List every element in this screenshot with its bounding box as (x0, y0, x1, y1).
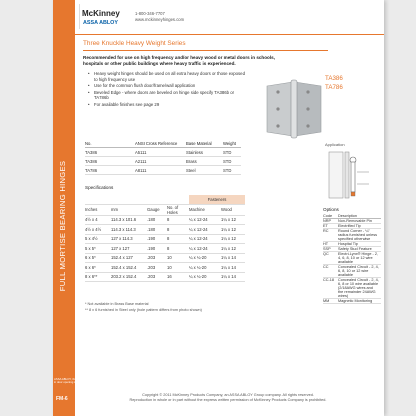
table-cell: ¼ x 12-24 (189, 225, 221, 235)
table-cell: 8 (167, 244, 189, 254)
option-description: Non-Removable Pin (338, 219, 381, 224)
option-code: QC (323, 252, 338, 265)
table-cell: .190 (147, 234, 167, 244)
table-row (85, 215, 245, 225)
table-cell: 1¼ x 12 (221, 215, 245, 225)
table-cell: .203 (147, 263, 167, 273)
table-cell: TA386 (85, 157, 135, 166)
option-code: NRP (323, 219, 338, 224)
option-code: SSP (323, 247, 338, 252)
column-header: mm (111, 204, 147, 215)
option-code: RC (323, 229, 338, 242)
option-code: HT (323, 242, 338, 247)
page-number: FM-6 (56, 396, 68, 402)
table-cell: 6 x 6* (85, 263, 111, 273)
table-cell: 10 (167, 253, 189, 263)
table-row (85, 244, 245, 254)
table-cell: Stainless (186, 148, 223, 157)
table-cell: 6 x 5* (85, 253, 111, 263)
table-cell: STD (223, 148, 241, 157)
option-code: MM (323, 299, 338, 304)
copyright (73, 393, 383, 403)
table-cell: 1¼ x 14 (221, 263, 245, 273)
column-header: Machine (189, 204, 221, 215)
table-cell: .203 (147, 253, 167, 263)
table-cell: ¼ x ¼-20 (189, 272, 221, 282)
feature-item: • For available finishes see page 29 (88, 102, 248, 108)
column-header: Gauge (147, 204, 167, 215)
application-label: Application (325, 142, 345, 147)
column-header: Weight (223, 139, 241, 148)
column-header: No. of Holes (167, 204, 189, 215)
table-row (85, 263, 245, 273)
feature-list (88, 71, 248, 109)
model-numbers (325, 74, 343, 92)
sidebar (53, 0, 75, 416)
option-description: Concealed Circuit - 2, 4, 6, 8, 10 or 12 wire available (338, 265, 381, 278)
fasteners-header: Fasteners (189, 195, 245, 204)
option-description: Concealed Circuit - 2, 4, 6, 8 or 10 wire available (2/18AWG wires and the remainder 24AWG wires) (338, 278, 381, 299)
table-cell: A5111 (135, 148, 186, 157)
table-cell: 203.2 x 152.4 (111, 272, 147, 282)
column-header: Wood (221, 204, 245, 215)
header-divider (75, 34, 384, 35)
table-cell: A2111 (135, 157, 186, 166)
table-cell: 4½ x 4½ (85, 225, 111, 235)
table-cell: A8111 (135, 166, 186, 175)
option-description: Safety Stud Feature (338, 247, 381, 252)
table-cell: 127 x 127 (111, 244, 147, 254)
table-row (85, 272, 245, 282)
table-row (323, 278, 381, 299)
option-code: ET (323, 224, 338, 229)
table-row (323, 299, 381, 304)
column-header: Base Material (186, 139, 223, 148)
table-cell: Steel (186, 166, 223, 175)
table-cell: ¼ x 12-24 (189, 215, 221, 225)
column-header: Code (323, 214, 338, 219)
specifications-table (85, 195, 245, 282)
table-cell: 5 x 5* (85, 244, 111, 254)
column-header: Inches (85, 204, 111, 215)
options-title: Options (323, 207, 339, 212)
table-cell: .180 (147, 215, 167, 225)
table-row (85, 166, 241, 175)
specifications-title: Specifications (85, 185, 114, 190)
sidebar-title: FULL MORTISE BEARING HINGES (58, 160, 67, 292)
table-row (323, 252, 381, 265)
model-number: TA386 (325, 75, 343, 82)
table-cell: ¼ x 12-24 (189, 234, 221, 244)
table-row (85, 253, 245, 263)
table-cell: 1¼ x 12 (221, 244, 245, 254)
column-header: No. (85, 139, 135, 148)
option-description: Hospital Tip (338, 242, 381, 247)
website: www.mckinneyhinges.com (135, 17, 185, 22)
table-cell: .190 (147, 244, 167, 254)
series-title: Three Knuckle Heavy Weight Series (83, 40, 186, 47)
model-number: TA786 (325, 84, 343, 91)
table-cell: STD (223, 166, 241, 175)
copyright-line: Copyright © 2011 McKinney Products Company, an ASSA ABLOY Group company. All rights reserved. (142, 393, 314, 397)
feature-item: • Use for the common flush door/frame/wall application (88, 83, 248, 89)
table-cell: TA386 (85, 148, 135, 157)
table-cell: 1¼ x 12 (221, 225, 245, 235)
table-row (323, 229, 381, 242)
table-cell: 8 (167, 225, 189, 235)
footnote: * Not available in Brass Base material (85, 302, 149, 306)
feature-item: • Beveled Edge - where doors are beveled on hinge side specify TA386b or TA786b (88, 90, 248, 101)
table-cell: 16 (167, 272, 189, 282)
table-cell: .203 (147, 272, 167, 282)
table-cell: 152.4 x 152.4 (111, 263, 147, 273)
option-code: CC-18 (323, 278, 338, 299)
column-header: ANSI Cross Reference (135, 139, 186, 148)
table-cell: 127 x 114.3 (111, 234, 147, 244)
option-code: CC (323, 265, 338, 278)
table-cell: ¼ x 12-24 (189, 244, 221, 254)
options-table (323, 214, 381, 304)
footnote: ** 8 x 6 furnished in Steel only (hole pattern differs from photo shown) (85, 308, 202, 312)
table-row (85, 148, 241, 157)
logo-brand: McKinney (82, 9, 120, 18)
table-cell: .180 (147, 225, 167, 235)
footer-note: ASSA ABLOY, the global leader in door opening solutions (54, 377, 94, 385)
intro-text: Recommended for use on high frequency and/or heavy wood or metal doors in schools, hospitals or other public buildings where heavy traffic is experienced. (83, 55, 275, 67)
table-cell: 4½ x 4 (85, 215, 111, 225)
copyright-line: Reproduction in whole or in part without the express written permission of McKinney Products Company is prohibited. (129, 398, 327, 402)
table-row (323, 265, 381, 278)
option-description: Electri-Lynx® Hinge - 2, 4, 6, 8, 10 or 12 wire available (338, 252, 381, 265)
table-cell: 1¼ x 14 (221, 253, 245, 263)
application-diagram (323, 150, 375, 202)
hinge-image (263, 78, 325, 140)
table-cell: STD (223, 157, 241, 166)
table-cell: 5 x 4½ (85, 234, 111, 244)
logo-parent: ASSA ABLOY (83, 20, 118, 26)
column-header: Description (338, 214, 381, 219)
option-description: Round Corner - ¼” radius furnished unless specified otherwise (338, 229, 381, 242)
table-cell: ¼ x ¼-20 (189, 253, 221, 263)
table-cell: 8 (167, 215, 189, 225)
option-description: Magnetic Monitoring (338, 299, 381, 304)
model-table (85, 139, 241, 175)
table-row (85, 225, 245, 235)
phone: 1-800-346-7707 (135, 11, 165, 16)
table-cell: 114.3 x 101.6 (111, 215, 147, 225)
table-row (85, 157, 241, 166)
table-cell: 114.3 x 114.3 (111, 225, 147, 235)
catalog-page (53, 0, 384, 416)
table-row (85, 234, 245, 244)
table-cell: 8 (167, 234, 189, 244)
option-description: Electrified Tip (338, 224, 381, 229)
series-underline (83, 50, 328, 51)
contact-info (135, 11, 184, 23)
table-cell: 8 x 6** (85, 272, 111, 282)
table-cell: 10 (167, 263, 189, 273)
table-cell: Brass (186, 157, 223, 166)
table-cell: TA786 (85, 166, 135, 175)
table-cell: 1¼ x 12 (221, 234, 245, 244)
table-cell: 152.4 x 127 (111, 253, 147, 263)
table-cell: ¼ x ¼-20 (189, 263, 221, 273)
table-cell: 1¼ x 14 (221, 272, 245, 282)
spec-footnotes (85, 301, 202, 313)
feature-item: • Heavy weight hinges should be used on all extra heavy doors or those exposed to high frequency use (88, 71, 248, 82)
